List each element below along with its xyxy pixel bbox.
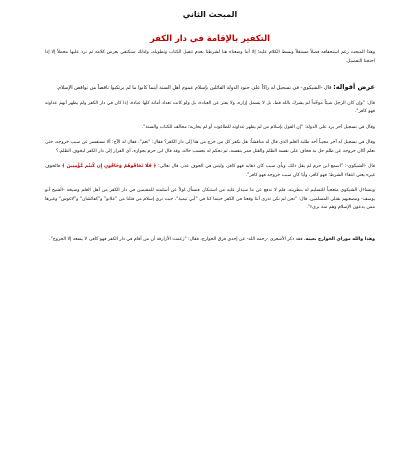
conclusion-lead: وهذا والله موراي الخوارج بعينه bbox=[305, 236, 375, 242]
spacer bbox=[45, 220, 375, 236]
quote-paragraph-5: ويتساءل الشيكوي متعجباً للتسليم له بنظريته، فلم لا ندفع عن ما سيذار عليه من استنكار، فنسأل لولاً عن أسلمته للمقيمين في دار الكفر من أهل العلم وشيخه -الشيخ أبو يوسف- ومصعبهم بقتلى المسلمين. قال: "نحن لم نكن نذري أننا وقعنا في الكفر حينما كنا في "أبي تيمية"، حيث نرى إسلام من قتلنا من "علانو" و"كفائشان" و"لاغوس" وغيرها ممن يدعون الإسلام وهم منه بريء". bbox=[45, 188, 375, 210]
quotes-paragraph bbox=[45, 83, 375, 93]
quote-4-text-b: فالخوف غيره يعني انتفاء الشرط؛ فهو كافر، وأيا كان سبب خروجه فهو كافر". bbox=[45, 164, 375, 178]
conclusion-text: ، فقد ذكر الأشعري -رحمه الله- عن إحدى فرق الخوارج، فقال: "زعمت الأزارقة أن من أقام في دار الكفر فهو كافر، لا يسعه إلا الخروج". bbox=[49, 236, 306, 242]
conclusion-paragraph bbox=[45, 236, 375, 245]
section-subtitle: التكفير بالإقامة في دار الكفر bbox=[149, 33, 271, 43]
section-title: المبحث الثاني bbox=[182, 10, 238, 19]
quote-paragraph-4 bbox=[45, 163, 375, 180]
quotes-intro-text: قال -الشيكوي- في تسجيل له رادّاً على جنود الدولة القائلين بإسلام عموم أهل السنة أينما كانوا ما لم يرتكبوا ناقضاً من نواقض الإسلام. bbox=[56, 85, 334, 91]
quote-paragraph-2: وقال في تسجيل آخر يرد على الدولة: "إن القول بإسلام من لم يظهر عداوته للطاغوت أو لم يحاربه؛ مخالف للكتاب والسنة". bbox=[141, 124, 375, 130]
quote-paragraph-1: قال: "وإن كان الرجل شيئاً موحّداً لم يشرك بالله قط، بل لا يسمل إزاره، ولا يفتر عن العبادة، بل ولو كانت تعداد أمانه كلها عبادة، إذا كان في دار الكفر ولم يظهر أبهم عداوته فهو كافر". bbox=[45, 100, 375, 114]
quotes-heading: عرض أقواله: bbox=[333, 83, 375, 91]
document-body bbox=[45, 10, 375, 251]
quote-paragraph-3: وقال في تسجيل له آخر مجيباً أحد طلبة العلم الذي قال له مناقشاً: هل نكفر كل من خرج من هنا إلى دار الكفر؟ فقال: "نعم"، فقال له الآخ: ألا نستفسر عن سبب خروجه، حتى نعلم أكان خروجه عن ظلم حل به فخاف على نفسه الظلم والقتل فمر بنفسه، ثم نحكم له بحسب حاله، وقد قال ابن حزم بجوازه، أي الفرار إلى دار الكفر ليخوف الظلم.؟ bbox=[45, 140, 375, 154]
intro-paragraph: وهذا المبحث رغم استحقاقه فصلاً مستقلاً وبسط الكلام عليه؛ إلا أننا وضعناه هنا لشرطنا بعدم تثقيل الكتاب وتطويله، ولذلك سنكتفي بعرض كلامه ثم نرد عليها مجملاً إلا إذا احتجنا التفصيل. bbox=[45, 50, 375, 64]
quote-4-text-a: قال -الشيكوي-: "اسمع ابن حزم لم يقل ذلك، وبأي سبب كان ذهابه فهو كافر، وليس في الخوف عذر، قال تعالى: bbox=[158, 164, 375, 169]
spacer bbox=[45, 73, 375, 83]
quran-verse: ﴿ فَلَا تَخَافُوهُمْ وَخَافُونِ إِن كُنتُم مُّؤْمِنِينَ ﴾ bbox=[60, 164, 159, 169]
